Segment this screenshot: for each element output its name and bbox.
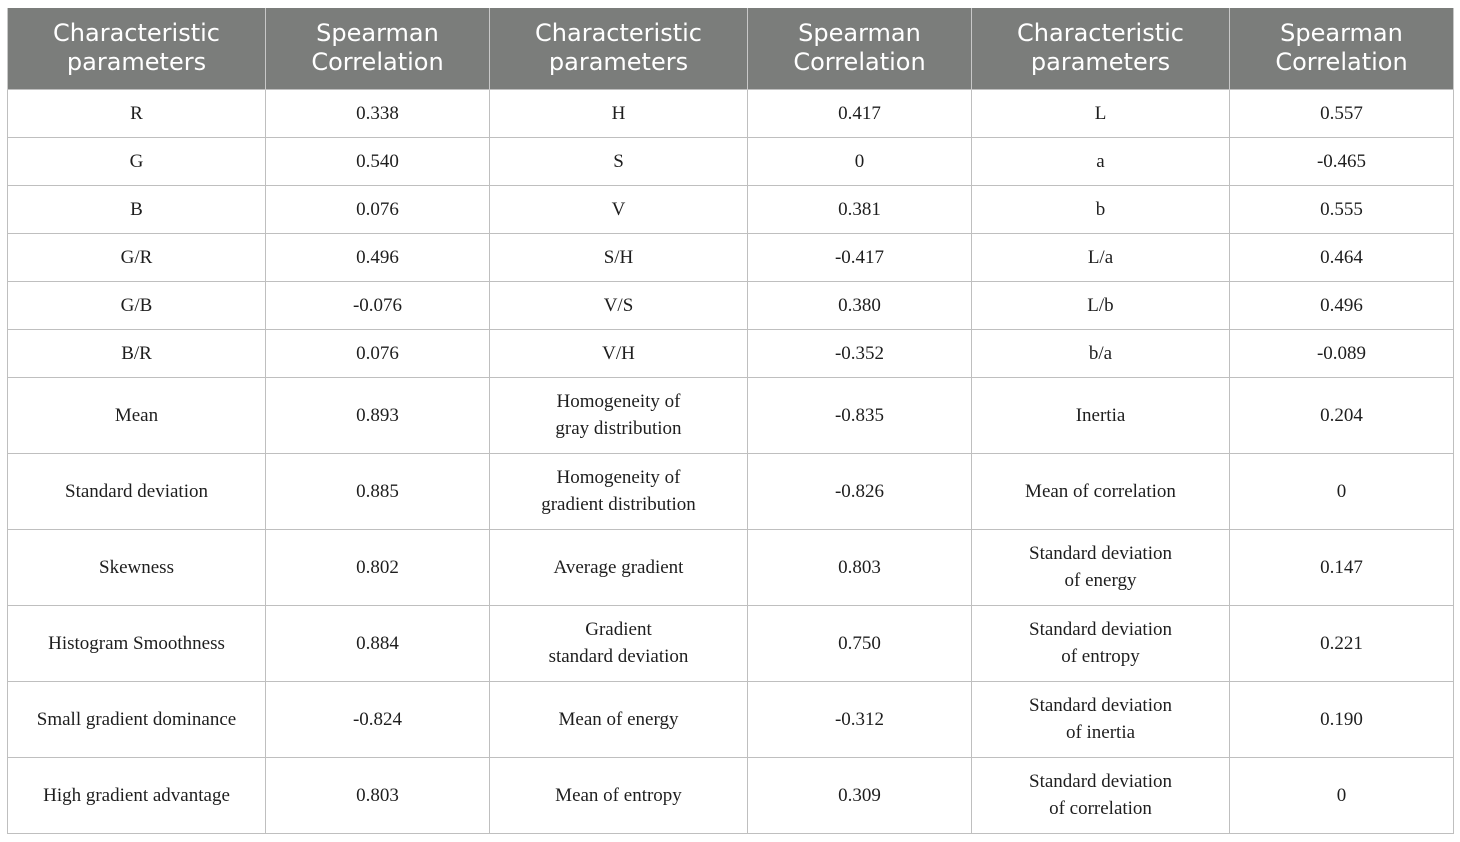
- correlation-value: -0.465: [1316, 150, 1367, 172]
- correlation-value-cell: [266, 185, 490, 233]
- parameter-cell: [490, 185, 748, 233]
- correlation-value-cell: [748, 233, 972, 281]
- parameter-text: of entropy: [1061, 646, 1140, 667]
- parameter-text: L: [1094, 102, 1107, 124]
- parameter-text: R: [130, 102, 143, 124]
- parameter-cell: [490, 137, 748, 185]
- header-characteristic-parameters: Characteristic parameters: [972, 8, 1230, 89]
- correlation-value-cell: [748, 281, 972, 329]
- correlation-value: -0.076: [352, 294, 403, 316]
- parameter-cell: [972, 681, 1230, 757]
- correlation-value-cell: [266, 605, 490, 681]
- correlation-value: 0.417: [838, 102, 881, 124]
- parameter-text: High gradient advantage: [43, 784, 230, 806]
- parameter-cell: [972, 281, 1230, 329]
- header-spearman-correlation: Spearman Correlation: [1230, 8, 1454, 89]
- correlation-value-cell: [266, 137, 490, 185]
- table-header: [8, 8, 1454, 89]
- correlation-value: -0.312: [834, 708, 885, 730]
- parameter-cell: [490, 329, 748, 377]
- correlation-value-cell: [748, 89, 972, 137]
- parameter-text: H: [611, 102, 626, 124]
- parameter-text: Inertia: [1075, 404, 1126, 426]
- correlation-value: 0.893: [356, 404, 399, 426]
- header-characteristic-parameters: Characteristic parameters: [490, 8, 748, 89]
- table-row: [8, 281, 1454, 329]
- table-row: [8, 529, 1454, 605]
- correlation-value-cell: [266, 377, 490, 453]
- header-characteristic-parameters: Characteristic parameters: [8, 8, 266, 89]
- parameter-text: Standard deviation: [1029, 695, 1172, 716]
- parameter-text: B/R: [121, 342, 152, 364]
- correlation-value-cell: [1230, 233, 1454, 281]
- correlation-value-cell: [748, 757, 972, 833]
- parameter-cell: [972, 377, 1230, 453]
- correlation-value: 0.076: [356, 342, 399, 364]
- parameter-text: Standard deviation: [1029, 619, 1172, 640]
- parameter-text: Small gradient dominance: [36, 708, 237, 730]
- parameter-cell: [8, 281, 266, 329]
- correlation-value-cell: [266, 681, 490, 757]
- parameter-cell: [8, 185, 266, 233]
- parameter-cell: [8, 233, 266, 281]
- parameter-text: Average gradient: [553, 556, 684, 578]
- parameter-text: gray distribution: [555, 418, 682, 439]
- correlation-value-cell: [266, 757, 490, 833]
- parameter-cell: [8, 757, 266, 833]
- correlation-value: -0.352: [834, 342, 885, 364]
- parameter-text: Histogram Smoothness: [48, 632, 225, 654]
- parameter-text: b: [1095, 198, 1106, 220]
- parameter-cell: [972, 89, 1230, 137]
- correlation-value: 0.204: [1320, 404, 1363, 426]
- correlation-value-cell: [1230, 453, 1454, 529]
- parameter-cell: [972, 529, 1230, 605]
- parameter-text: of inertia: [1065, 722, 1136, 743]
- table-row: [8, 605, 1454, 681]
- correlation-value-cell: [1230, 89, 1454, 137]
- parameter-text: a: [1096, 150, 1105, 172]
- correlation-value: 0.884: [356, 632, 399, 654]
- correlation-value-cell: [266, 453, 490, 529]
- parameter-cell: [972, 605, 1230, 681]
- correlation-value-cell: [1230, 377, 1454, 453]
- parameter-cell: [490, 605, 748, 681]
- parameter-cell: [8, 329, 266, 377]
- parameter-cell: [972, 233, 1230, 281]
- correlation-value: 0.802: [356, 556, 399, 578]
- parameter-text: L/b: [1087, 294, 1114, 316]
- parameter-text: Skewness: [99, 556, 174, 578]
- table-row: [8, 757, 1454, 833]
- correlation-value: 0.803: [838, 556, 881, 578]
- parameter-text: S: [613, 150, 624, 172]
- table-row: [8, 377, 1454, 453]
- correlation-value: 0: [1336, 784, 1347, 806]
- correlation-value-cell: [266, 529, 490, 605]
- correlation-value: 0.076: [356, 198, 399, 220]
- parameter-text: b/a: [1088, 342, 1113, 364]
- correlation-value: 0.540: [356, 150, 399, 172]
- parameter-text: G/B: [120, 294, 153, 316]
- correlation-value: 0.885: [356, 480, 399, 502]
- parameter-cell: [8, 137, 266, 185]
- parameter-text: of energy: [1064, 570, 1137, 591]
- table-row: [8, 89, 1454, 137]
- parameter-cell: [490, 529, 748, 605]
- correlation-value: 0.496: [1320, 294, 1363, 316]
- correlation-value: -0.835: [834, 404, 885, 426]
- correlation-value: 0.496: [356, 246, 399, 268]
- parameter-text: L/a: [1087, 246, 1114, 268]
- correlation-value: -0.824: [352, 708, 403, 730]
- parameter-text: V/S: [603, 294, 634, 316]
- parameter-text: Standard deviation: [1029, 771, 1172, 792]
- parameter-text: Standard deviation: [1029, 543, 1172, 564]
- parameter-cell: [8, 529, 266, 605]
- correlation-value: 0.381: [838, 198, 881, 220]
- parameter-text: V: [611, 198, 626, 220]
- parameter-cell: [490, 281, 748, 329]
- parameter-text: Homogeneity of: [556, 467, 681, 488]
- parameter-text: V/H: [602, 342, 635, 364]
- correlation-value: 0.338: [356, 102, 399, 124]
- correlation-value-cell: [1230, 757, 1454, 833]
- parameter-text: Mean of correlation: [1025, 480, 1176, 502]
- correlation-value-cell: [748, 185, 972, 233]
- correlation-value-cell: [748, 605, 972, 681]
- parameter-text: S/H: [603, 246, 634, 268]
- correlation-value-cell: [748, 453, 972, 529]
- correlation-value: 0.464: [1320, 246, 1363, 268]
- parameter-text: Mean of energy: [558, 708, 679, 730]
- parameter-text: Mean: [114, 404, 159, 426]
- correlation-value: 0.147: [1320, 556, 1363, 578]
- parameter-cell: [972, 185, 1230, 233]
- correlation-value: 0.221: [1320, 632, 1363, 654]
- correlation-value: 0.555: [1320, 198, 1363, 220]
- correlation-value-cell: [748, 681, 972, 757]
- parameter-cell: [490, 757, 748, 833]
- correlation-value-cell: [748, 137, 972, 185]
- parameter-cell: [490, 453, 748, 529]
- table-body: [8, 89, 1454, 833]
- parameter-text: standard deviation: [548, 646, 689, 667]
- parameter-cell: [972, 329, 1230, 377]
- correlation-value-cell: [266, 329, 490, 377]
- parameter-cell: [8, 605, 266, 681]
- table-row: [8, 329, 1454, 377]
- correlation-value-cell: [1230, 681, 1454, 757]
- correlation-value-cell: [1230, 329, 1454, 377]
- correlation-value: 0.750: [838, 632, 881, 654]
- parameter-text: of correlation: [1049, 798, 1152, 819]
- correlation-value-cell: [1230, 281, 1454, 329]
- parameter-text: Homogeneity of: [556, 391, 681, 412]
- correlation-value-cell: [1230, 605, 1454, 681]
- parameter-cell: [972, 453, 1230, 529]
- correlation-value-cell: [748, 529, 972, 605]
- parameter-cell: [8, 681, 266, 757]
- parameter-text: Mean of entropy: [555, 784, 682, 806]
- correlation-value: 0.190: [1320, 708, 1363, 730]
- table-row: [8, 233, 1454, 281]
- parameter-cell: [8, 89, 266, 137]
- correlation-value: 0.309: [838, 784, 881, 806]
- parameter-text: Standard deviation: [65, 480, 208, 502]
- table-row: [8, 681, 1454, 757]
- parameter-cell: [490, 377, 748, 453]
- header-row: [8, 8, 1454, 89]
- header-spearman-correlation: Spearman Correlation: [748, 8, 972, 89]
- table-row: [8, 137, 1454, 185]
- parameter-cell: [490, 681, 748, 757]
- parameter-text: gradient distribution: [541, 494, 696, 515]
- correlation-value-cell: [266, 89, 490, 137]
- parameter-cell: [490, 89, 748, 137]
- correlation-value: -0.417: [834, 246, 885, 268]
- correlation-value: 0.803: [356, 784, 399, 806]
- table-row: [8, 453, 1454, 529]
- correlation-value-cell: [748, 377, 972, 453]
- parameter-cell: [972, 757, 1230, 833]
- table-row: [8, 185, 1454, 233]
- correlation-value: 0: [854, 150, 865, 172]
- correlation-value-cell: [748, 329, 972, 377]
- parameter-text: B: [130, 198, 143, 220]
- correlation-value: 0.380: [838, 294, 881, 316]
- correlation-value-cell: [1230, 529, 1454, 605]
- parameter-text: G: [129, 150, 144, 172]
- correlation-value: -0.826: [834, 480, 885, 502]
- parameter-cell: [8, 377, 266, 453]
- correlation-value: 0.557: [1320, 102, 1363, 124]
- correlation-value-cell: [1230, 185, 1454, 233]
- header-spearman-correlation: Spearman Correlation: [266, 8, 490, 89]
- parameter-cell: [490, 233, 748, 281]
- parameter-text: Gradient: [585, 619, 652, 640]
- correlation-value-cell: [1230, 137, 1454, 185]
- parameter-cell: [972, 137, 1230, 185]
- correlation-value-cell: [266, 281, 490, 329]
- correlation-value-cell: [266, 233, 490, 281]
- parameter-cell: [8, 453, 266, 529]
- spearman-correlation-table: [7, 8, 1454, 834]
- correlation-value: 0: [1336, 480, 1347, 502]
- parameter-text: G/R: [120, 246, 153, 268]
- correlation-value: -0.089: [1316, 342, 1367, 364]
